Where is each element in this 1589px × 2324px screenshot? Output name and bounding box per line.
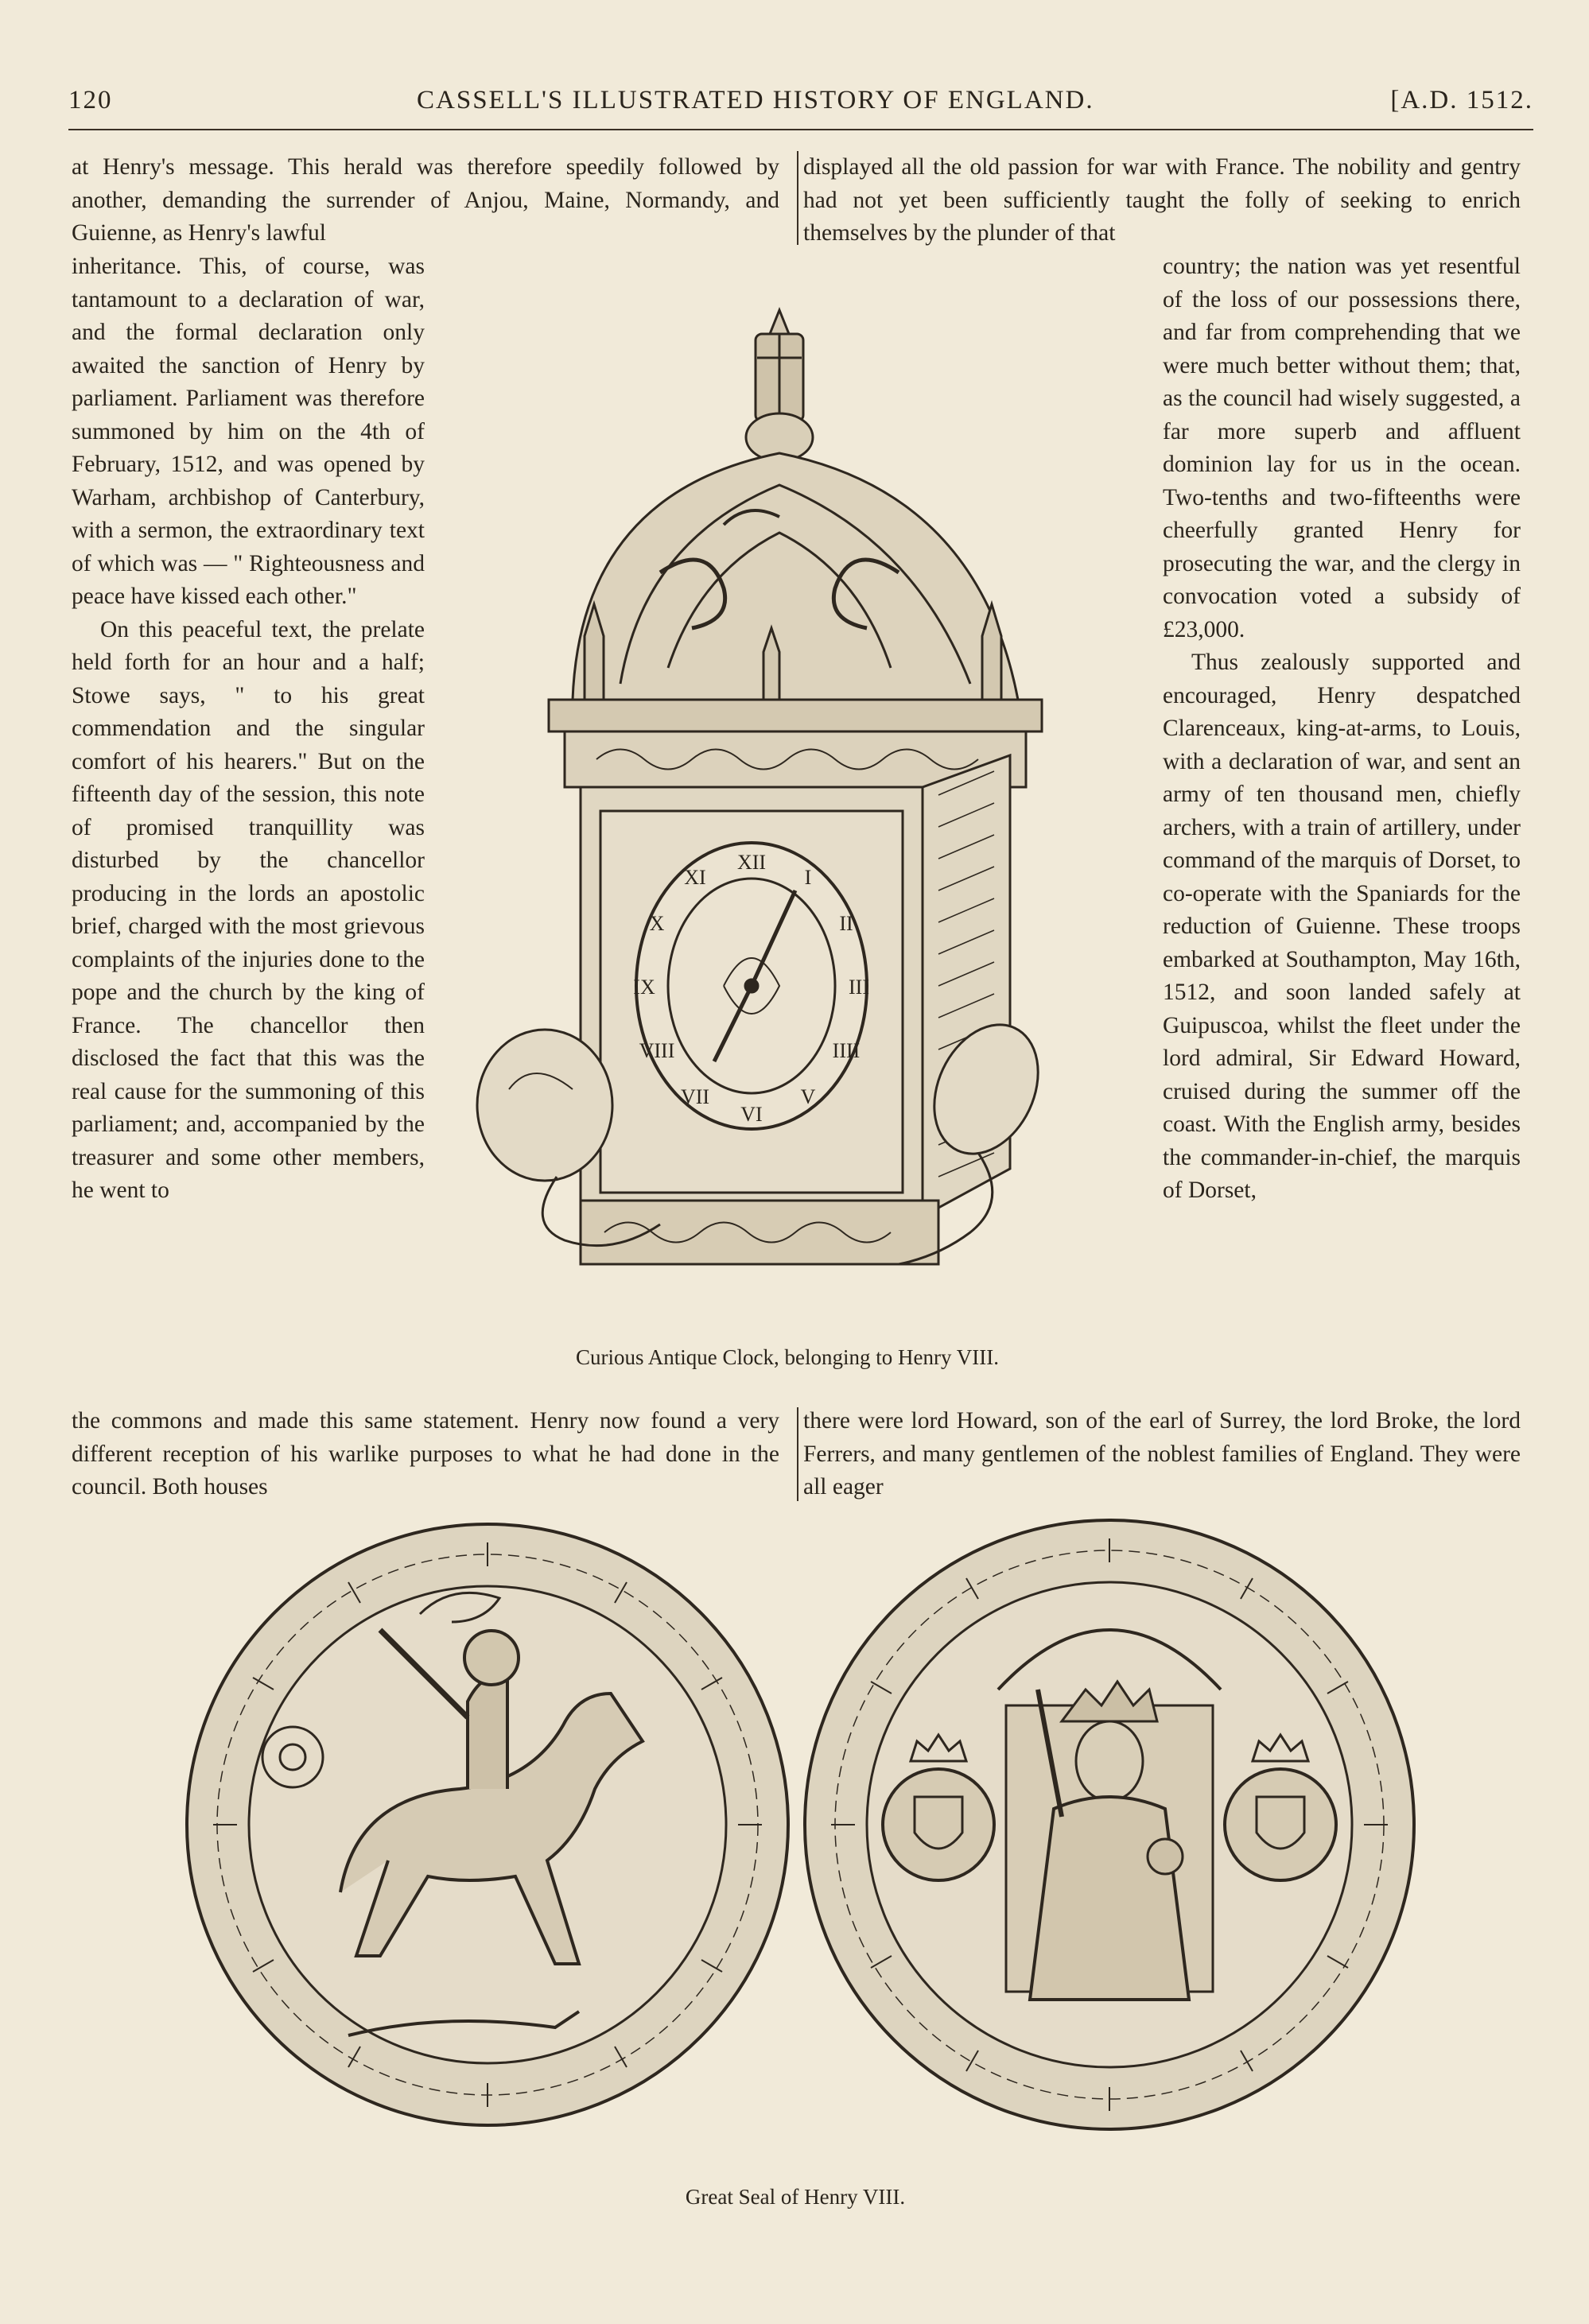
seal-caption: Great Seal of Henry VIII. [685,2185,906,2209]
dial-numeral: IX [633,976,655,999]
paragraph: country; the nation was yet resentful of the loss of our possessions there, and far from comprehending that we were much better without them; that, as the council had wisely suggested, a far more superb and affluent dominion lay for us in the ocean. Two-tenths and two-fifteenths were cheerfully granted Henry for prosecuting the war, and the clergy in convocation voted a subsidy of £23,000. [1163,254,1521,642]
left-column-narrow [72,250,425,1208]
dial-numeral: II [839,912,853,935]
dial-numeral: VI [740,1103,763,1126]
dial-numeral: VII [680,1085,710,1108]
right-column-top: displayed all the old passion for war with France. The nobility and gentry had not yet been sufficiently taught the folly of seeking to enrich themselves by the plunder of that [803,154,1521,246]
dial-numeral: XI [684,866,706,889]
dial-numeral: X [649,912,665,935]
great-seal-obverse-illustration [181,1519,794,2131]
paragraph: On this peaceful text, the prelate held forth for an hour and a half; Stowe says, " to his great commendation and the singular comfort of his hearers." But on the fifteenth day of the session, this note of promised tranquillity was disturbed by the chancellor producing in the lords an apostolic brief, charged with the most grievous complaints of the injuries done to the pope and the church by the king of France. The chancellor then disclosed the fact that this was the real cause for the summoning of this parliament; and, accompanied by the treasurer and some other members, he went to [72,616,425,1203]
dial-numeral: VIII [639,1039,675,1062]
antique-clock-illustration [461,286,1113,1336]
column-rule-bottom [797,1407,798,1501]
page-number: 120 [68,86,113,114]
paragraph: Thus zealously supported and encouraged, Henry despatched Clarenceaux, king-at-arms, to Louis, with a declaration of war, and sent an army of ten thousand men, chiefly archers, with a train of artillery, under command of the marquis of Dorset, to co-operate with the Spaniards for the reduction of Guienne. These troops embarked at Southampton, May 16th, 1512, and soon landed safely at Guipuscoa, whilst the fleet under the lord admiral, Sir Edward Howard, cruised during the summer off the coast. With the English army, besides the commander-in-chief, the marquis of Dorset, [1163,650,1521,1203]
header-rule [68,129,1533,130]
dial-numeral: I [804,866,812,889]
column-rule-top [797,151,798,245]
running-title: CASSELL'S ILLUSTRATED HISTORY OF ENGLAND. [417,86,1094,114]
right-column-narrow [1163,250,1521,1208]
header-date: [A.D. 1512. [1390,86,1533,114]
dial-numeral: XII [736,851,767,874]
dial-numeral: IIII [832,1039,861,1062]
left-column-top: at Henry's message. This herald was therefore speedily followed by another, demanding the surrender of Anjou, Maine, Normandy, and Guienne, as Henry's lawful [72,154,779,246]
great-seal-reverse-illustration [799,1515,1420,2135]
dial-numeral: III [849,976,869,999]
running-header [68,86,1533,124]
dial-numeral: V [800,1085,816,1108]
paragraph: inheritance. This, of course, was tantamount to a declaration of war, and the formal declaration only awaited the sanction of Henry by parliament. Parliament was therefore summoned by him on the 4th of February, 1512, and was opened by Warham, archbishop of Canterbury, with a sermon, the extraordinary text of which was — " Righteousness and peace have kissed each other." [72,254,425,609]
left-column-bottom: the commons and made this same statement. Henry now found a very different reception of his warlike purposes to what he had done in the council. Both houses [72,1408,779,1500]
right-column-bottom: there were lord Howard, son of the earl of Surrey, the lord Broke, the lord Ferrers, and many gentlemen of the noblest families of England. They were all eager [803,1408,1521,1500]
clock-caption: Curious Antique Clock, belonging to Henry VIII. [576,1345,999,1369]
